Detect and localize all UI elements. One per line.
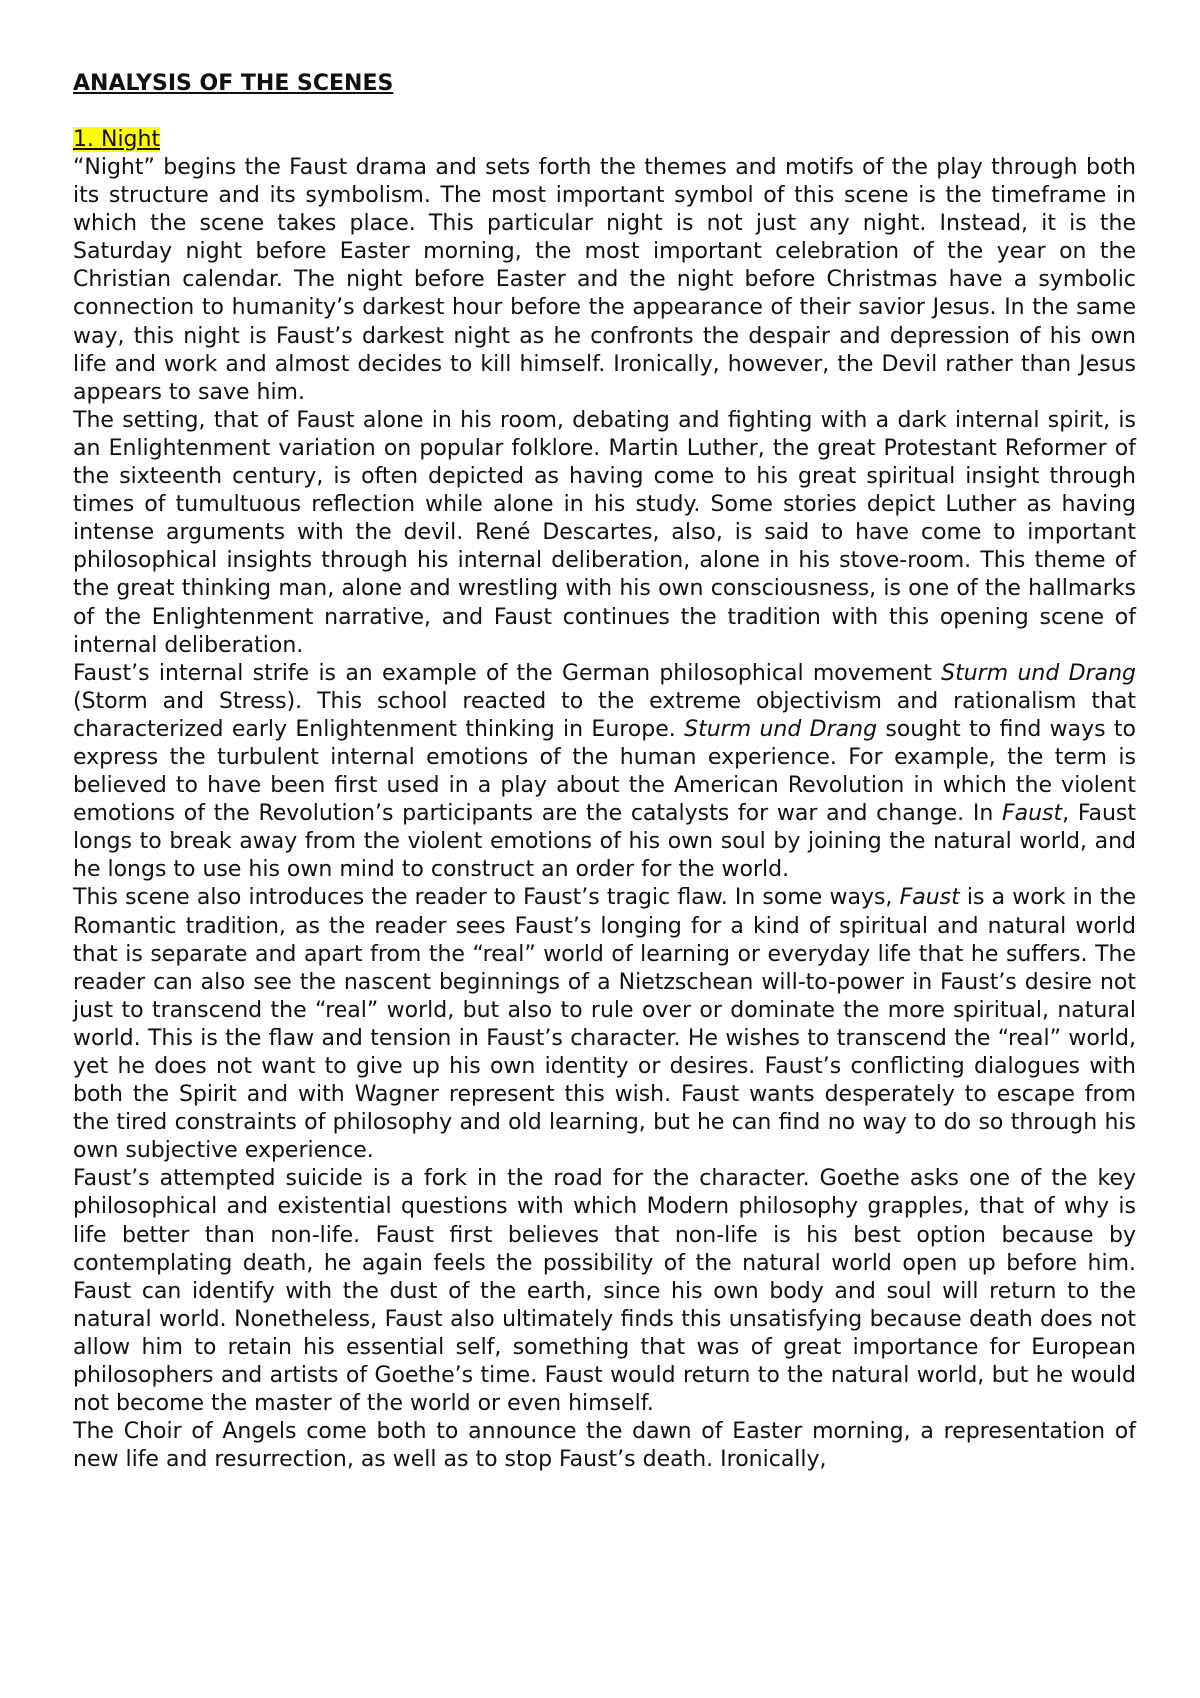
italic-term: Faust	[899, 885, 960, 911]
text-run: “Night” begins the Faust drama and sets forth the themes and motifs of the play through both its structure and its symbolism. The most important symbol of this scene is the timeframe in which the scene takes place. This particular night is not just any night. Instead, it is the Saturday night before Easter morning, the most important celebration of the year on the Christian calendar. The night before Easter and the night before Christmas have a symbolic connection to humanity’s darkest hour before the appearance of their savior Jesus. In the same way, this night is Faust’s darkest night as he confronts the despair and depression of his own life and work and almost decides to kill himself. Ironically, however, the Devil rather than Jesus appears to save him.	[73, 155, 1136, 405]
section-heading-text: 1. Night	[73, 127, 161, 152]
italic-term: Faust	[1001, 801, 1063, 827]
paragraph	[73, 1165, 1136, 1418]
text-run: This scene also introduces the reader to Faust’s tragic flaw. In some ways,	[73, 885, 900, 911]
italic-term: Sturm und Drang	[684, 716, 878, 742]
text-run: Faust’s attempted suicide is a fork in the road for the character. Goethe asks one of the key philosophical and existential questions with which Modern philosophy grapples, that of why is life better than non-life. Faust first believes that non-life is his best option because by contemplating death, he again feels the possibility of the natural world open up before him. Faust can identify with the dust of the earth, since his own body and soul will return to the natural world. Nonetheless, Faust also ultimately finds this unsatisfying because death does not allow him to retain his essential self, something that was of great importance for European philosophers and artists of Goethe’s time. Faust would return to the natural world, but he would not become the master of the world or even himself.	[73, 1166, 1136, 1417]
text-run: The setting, that of Faust alone in his room, debating and fighting with a dark internal spirit, is an Enlightenment variation on popular folklore. Martin Luther, the great Protestant Reformer of the sixteenth century, is often depicted as having come to his great spiritual insight through times of tumultuous reflection while alone in his study. Some stories depict Luther as having intense arguments with the devil. René Descartes, also, is said to have come to important philosophical insights through his internal deliberation, alone in his stove-room. This theme of the great thinking man, alone and wrestling with his own consciousness, is one of the hallmarks of the Enlightenment narrative, and Faust continues the tradition with this opening scene of internal deliberation.	[73, 407, 1136, 658]
text-run: (Storm and Stress). This school reacted to the extreme objectivism and rationalism that characterized early Enlightenment thinking in Europe.	[73, 688, 1136, 742]
paragraph	[73, 884, 1136, 1165]
text-run: Faust’s internal strife is an example of the German philosophical movement	[73, 660, 942, 686]
text-run: is a work in the Romantic tradition, as the reader sees Faust’s longing for a kind of spiritual and natural world that is separate and apart from the “real” world of learning or everyday life that he suffers. The reader can also see the nascent beginnings of a Nietzschean will-to-power in Faust’s desire not just to transcend the “real” world, but also to rule over or dominate the more spiritual, natural world. This is the flaw and tension in Faust’s character. He wishes to transcend the “real” world, yet he does not want to give up his own identity or desires. Faust’s conflicting dialogues with both the Spirit and with Wagner represent this wish. Faust wants desperately to escape from the tired constraints of philosophy and old learning, but he can find no way to do so through his own subjective experience.	[73, 885, 1136, 1164]
section-heading	[73, 126, 1136, 154]
document-page	[73, 70, 1136, 1474]
text-run: The Choir of Angels come both to announce the dawn of Easter morning, a representation of new life and resurrection, as well as to stop Faust’s death. Ironically,	[73, 1419, 1136, 1473]
text-run: , Faust longs to break away from the violent emotions of his own soul by joining the natural world, and he longs to use his own mind to construct an order for the world.	[73, 801, 1136, 883]
document-title: ANALYSIS OF THE SCENES	[73, 71, 394, 96]
paragraph	[73, 660, 1136, 885]
paragraph	[73, 1418, 1136, 1474]
blank-line	[73, 98, 1136, 126]
paragraph	[73, 407, 1136, 660]
italic-term: Sturm und Drang	[941, 660, 1136, 686]
text-run: sought to find ways to express the turbulent internal emotions of the human experience. For example, the term is believed to have been first used in a play about the American Revolution in which the violent emotions of the Revolution’s participants are the catalysts for war and change. In	[73, 716, 1136, 827]
paragraph	[73, 154, 1136, 407]
